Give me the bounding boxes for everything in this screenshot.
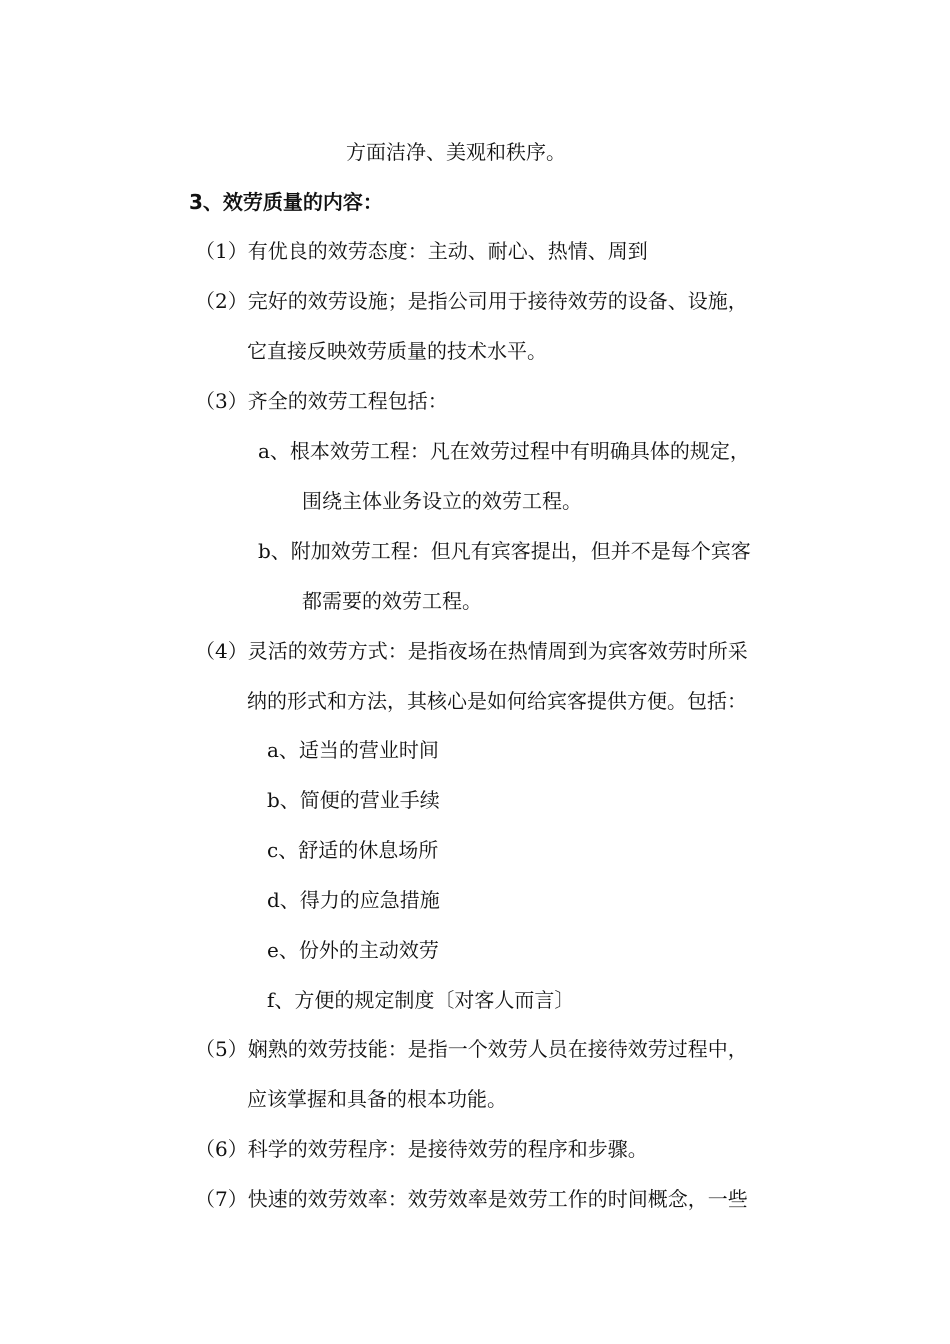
sub-list-item-continuation: 围绕主体业务设立的效劳工程。 [302,489,582,513]
list-item: （2）完好的效劳设施；是指公司用于接待效劳的设备、设施， [195,289,748,313]
list-item-continuation: 纳的形式和方法，其核心是如何给宾客提供方便。包括： [247,689,747,713]
sub-list-item: d、得力的应急措施 [267,888,440,912]
list-item: （3）齐全的效劳工程包括： [195,389,448,413]
sub-list-item: e、份外的主动效劳 [267,938,439,962]
paragraph-line: 方面洁净、美观和秩序。 [346,140,566,164]
list-item: （4）灵活的效劳方式：是指夜场在热情周到为宾客效劳时所采 [195,639,748,663]
list-item-continuation: 它直接反映效劳质量的技术水平。 [247,339,547,363]
sub-list-item: a、根本效劳工程：凡在效劳过程中有明确具体的规定， [258,439,750,463]
sub-list-item: f、方便的规定制度〔对客人而言〕 [267,988,575,1012]
list-item: （7）快速的效劳效率：效劳效率是效劳工作的时间概念，一些 [195,1187,748,1211]
sub-list-item-continuation: 都需要的效劳工程。 [302,589,482,613]
list-item-continuation: 应该掌握和具备的根本功能。 [247,1087,507,1111]
sub-list-item: a、适当的营业时间 [267,738,439,762]
list-item: （1）有优良的效劳态度：主动、耐心、热情、周到 [195,239,648,263]
sub-list-item: b、附加效劳工程：但凡有宾客提出，但并不是每个宾客 [258,539,751,563]
section-heading: 3、效劳质量的内容： [189,190,383,214]
list-item: （6）科学的效劳程序：是接待效劳的程序和步骤。 [195,1137,648,1161]
sub-list-item: b、简便的营业手续 [267,788,440,812]
sub-list-item: c、舒适的休息场所 [267,838,439,862]
list-item: （5）娴熟的效劳技能：是指一个效劳人员在接待效劳过程中， [195,1037,748,1061]
